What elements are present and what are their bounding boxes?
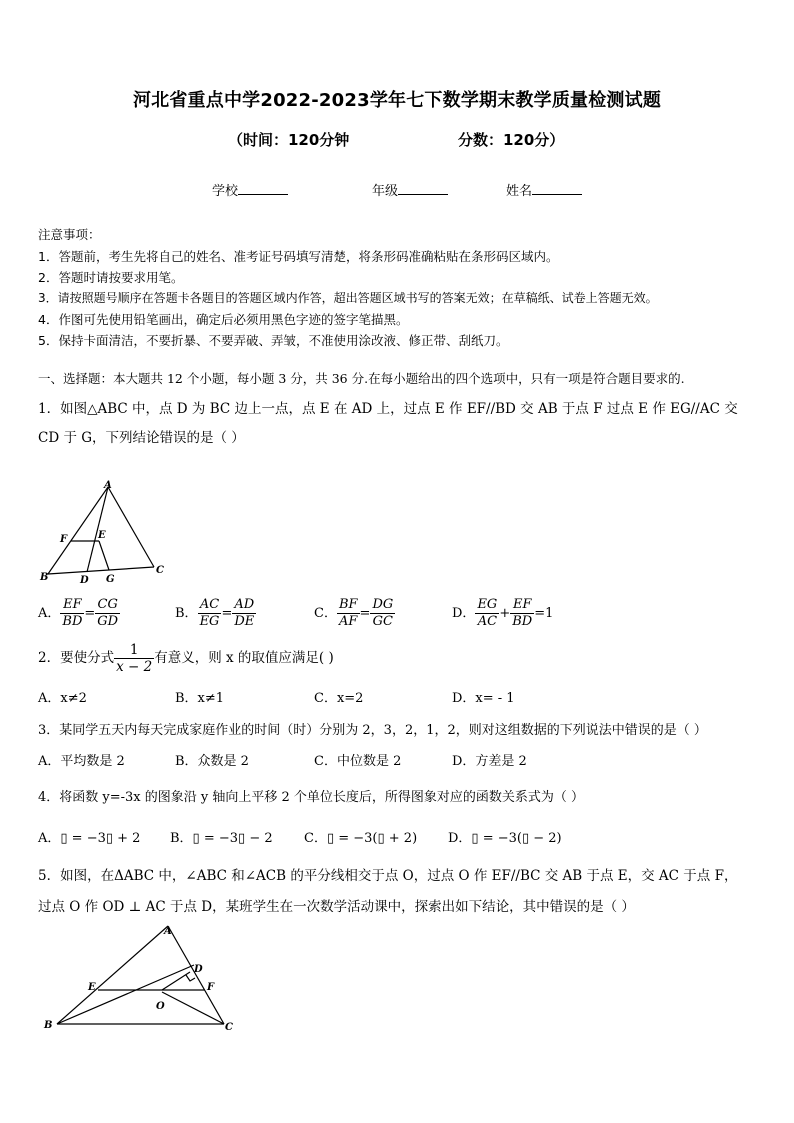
q2-option-c[interactable]: C．x=2 [314, 691, 364, 706]
fraction-numerator: CG [95, 597, 120, 614]
q1-option-a[interactable]: A． $\frac{EF}{BD}$ = $\frac{CG}{GD}$ [38, 597, 119, 629]
fraction-numerator: DG [372, 597, 394, 612]
q5-label-c: C [225, 1022, 233, 1033]
q1-label-b: B [40, 572, 49, 583]
fraction-numerator: 1 [114, 642, 154, 659]
name-field [506, 180, 582, 199]
grade-label: 年级 [372, 184, 399, 199]
fraction-denominator: BD [62, 614, 83, 629]
q2-option-a[interactable]: A．x≠2 [38, 691, 87, 706]
fraction-denominator: GC [372, 614, 394, 629]
fraction-denominator: BD [512, 614, 533, 629]
q1-label-a: A [104, 480, 112, 491]
school-label: 学校 [212, 184, 239, 199]
q1-label-f: F [60, 534, 68, 545]
q1-triangle-figure [36, 478, 176, 588]
q5-label-f: F [207, 982, 215, 993]
q1-option-b[interactable]: B． $\frac{AC}{EG}$ = $\frac{AD}{DE}$ [175, 597, 255, 629]
q1-label-e: E [98, 530, 106, 541]
q3-option-c[interactable]: C．中位数是 2 [314, 754, 402, 769]
q2-stem [38, 642, 334, 675]
grade-blank[interactable] [398, 182, 448, 195]
q5-label-e: E [88, 982, 96, 993]
q1-label-c: C [156, 565, 164, 576]
fraction-denominator: EG [199, 614, 220, 629]
q4-stem: 4．将函数 y=-3x 的图象沿 y 轴向上平移 2 个单位长度后，所得图象对应的函数关系式为（ ） [38, 790, 585, 805]
q3-option-d[interactable]: D．方差是 2 [452, 754, 527, 769]
fraction-numerator: EF [60, 597, 84, 614]
q2-text-pre: 2．要使分式 [38, 650, 115, 666]
notes-heading: 注意事项： [38, 227, 101, 242]
q4-option-d[interactable]: D．▯ = −3(▯ − 2) [448, 831, 562, 846]
q1-stem-line2: CD 于 G，下列结论错误的是（ ） [38, 430, 245, 446]
grade-field [372, 180, 448, 199]
fraction-denominator: x − 2 [116, 659, 153, 675]
fraction-denominator: GD [97, 614, 119, 629]
exam-title: 河北省重点中学2022-2023学年七下数学期末教学质量检测试题 [132, 90, 662, 111]
section-heading: 一、选择题：本大题共 12 个小题，每小题 3 分，共 36 分.在每小题给出的四个选项中，只有一项是符合题目要求的. [38, 371, 685, 386]
note-item: 4．作图可先使用铅笔画出，确定后必须用黑色字迹的签字笔描黑。 [38, 312, 409, 327]
q3-option-b[interactable]: B．众数是 2 [175, 754, 249, 769]
school-blank[interactable] [238, 182, 288, 195]
option-letter: C． [314, 606, 337, 621]
q4-option-a[interactable]: A．▯ = −3▯ + 2 [38, 831, 141, 846]
q5-stem-line2: 过点 O 作 OD ⊥ AC 于点 D，某班学生在一次数学活动课中，探索出如下结论，其中错误的是（ ） [38, 899, 635, 915]
fraction-numerator: BF [338, 597, 358, 612]
q1-option-d[interactable]: D． $\frac{EG}{AC}$ + $\frac{EF}{BD}$ =1 [452, 597, 554, 629]
fraction-numerator: AC [198, 597, 222, 614]
q5-triangle-figure [40, 920, 250, 1040]
option-letter: D． [452, 606, 476, 621]
q5-label-d: D [194, 964, 203, 975]
option-letter: B． [175, 606, 198, 621]
q1-label-d: D [80, 575, 89, 586]
option-letter: A． [38, 606, 61, 621]
note-item: 3．请按照题号顺序在答题卡各题目的答题区域内作答，超出答题区域书写的答案无效；在草稿纸、试卷上答题无效。 [38, 291, 658, 305]
fraction-numerator: AD [232, 597, 256, 614]
q5-label-a: A [164, 926, 172, 937]
q1-label-g: G [106, 574, 115, 585]
name-blank[interactable] [532, 182, 582, 195]
fraction-numerator: EF [510, 597, 534, 614]
q4-option-b[interactable]: B．▯ = −3▯ − 2 [170, 831, 273, 846]
q1-option-c[interactable]: C． $\frac{BF}{AF}$ = $\frac{DG}{GC}$ [314, 597, 394, 629]
q2-text-post: 有意义，则 x 的取值应满足( ) [154, 650, 334, 666]
fraction-denominator: DE [234, 614, 255, 629]
note-item: 1．答题前，考生先将自己的姓名、准考证号码填写清楚，将条形码准确粘贴在条形码区域内。 [38, 249, 559, 264]
q2-option-b[interactable]: B．x≠1 [175, 691, 225, 706]
note-item: 5．保持卡面清洁，不要折暴、不要弄破、弄皱，不准使用涂改液、修正带、刮纸刀。 [38, 333, 509, 348]
fraction-denominator: AF [339, 614, 358, 629]
school-field [212, 180, 288, 199]
q3-option-a[interactable]: A．平均数是 2 [38, 754, 125, 769]
exam-score: 分数：120分） [458, 131, 565, 149]
q1-stem-line1: 1．如图△ABC 中，点 D 为 BC 边上一点，点 E 在 AD 上，过点 E 作 EF//BD 交 AB 于点 F 过点 E 作 EG//AC 交 [38, 401, 738, 417]
note-item: 2．答题时请按要求用笔。 [38, 270, 184, 285]
q5-stem-line1: 5．如图，在ΔABC 中，∠ABC 和∠ACB 的平分线相交于点 O，过点 O 作 EF//BC 交 AB 于点 E，交 AC 于点 F， [38, 868, 738, 884]
equation-tail: =1 [534, 606, 554, 621]
fraction-denominator: AC [477, 614, 498, 629]
q4-option-c[interactable]: C．▯ = −3(▯ + 2) [304, 831, 418, 846]
q5-label-b: B [44, 1020, 53, 1031]
exam-time: （时间：120分钟 [228, 131, 350, 149]
name-label: 姓名 [506, 184, 533, 199]
q5-label-o: O [156, 1001, 165, 1012]
fraction-numerator: EG [477, 597, 498, 612]
q3-stem: 3．某同学五天内每天完成家庭作业的时间（时）分别为 2，3，2，1，2，则对这组数据的下列说法中错误的是（ ） [38, 723, 707, 738]
q2-option-d[interactable]: D．x= - 1 [452, 691, 515, 706]
